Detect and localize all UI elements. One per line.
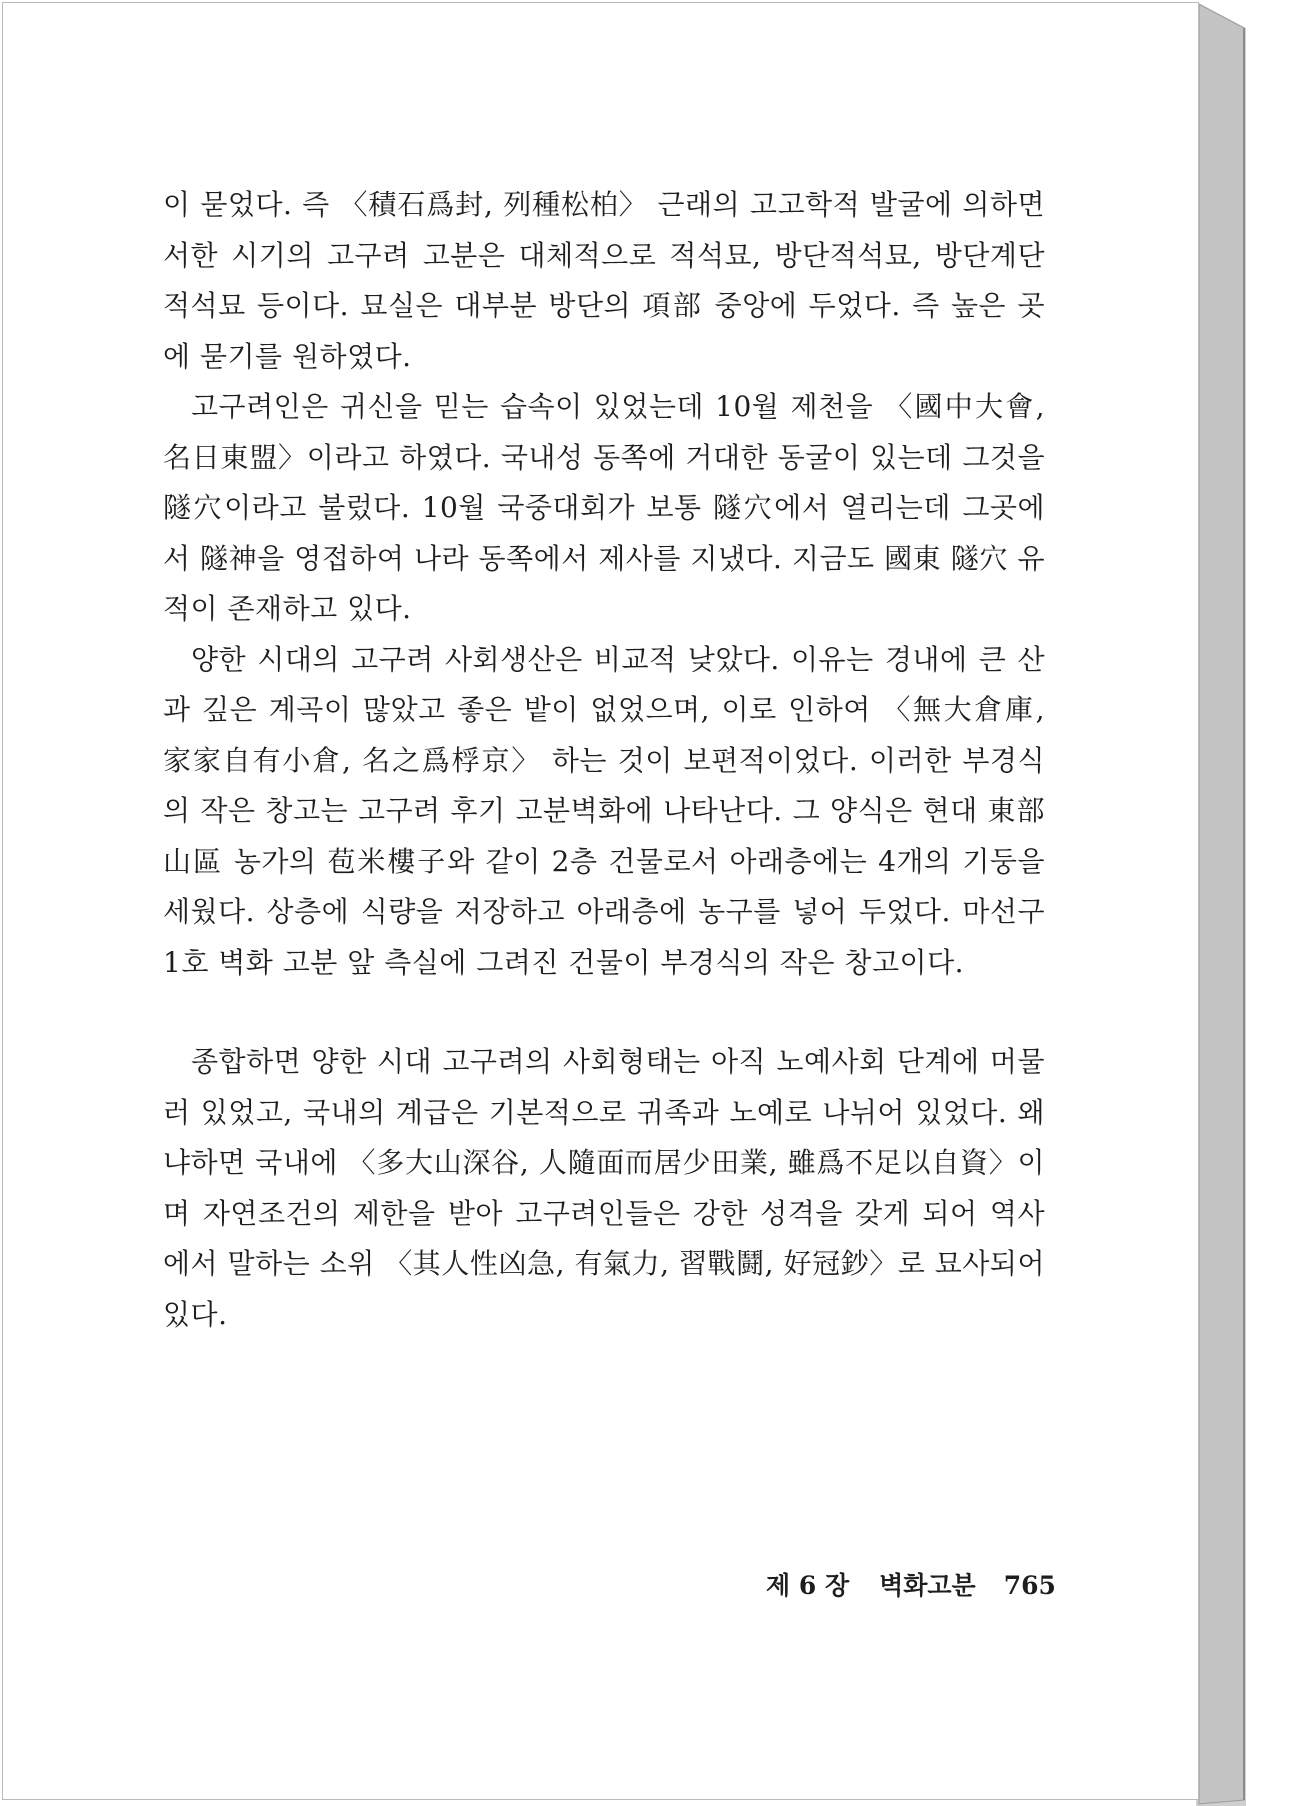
paragraph-production: 양한 시대의 고구려 사회생산은 비교적 낮았다. 이유는 경내에 큰 산과 깊은 계곡이 많았고 좋은 밭이 없었으며, 이로 인하여 〈無大倉庫, 家家自有小倉, 名之爲桴京〉 하는 것이 보편적이었다. 이러한 부경식의 작은 창고는 고구려 후기 고분벽화에 나타난다. 그 양식은 현대 東部山區 농가의 苞米樓子와 같이 2층 건물로서 아래층에는 4개의 기둥을 세웠다. 상층에 식량을 저장하고 아래층에 농구를 넣어 두었다. 마선구 1호 벽화 고분 앞 측실에 그려진 건물이 부경식의 작은 창고이다. [163,642,1045,979]
chapter-label: 제 6 장 [766,1571,850,1600]
paragraph-spacer [163,988,1045,1037]
paragraph-burial: 이 묻었다. 즉 〈積石爲封, 列種松柏〉 근래의 고고학적 발굴에 의하면 서한 시기의 고구려 고분은 대체적으로 적석묘, 방단적석묘, 방단계단 적석묘 등이다. 묘실은 대부분 방단의 項部 중앙에 두었다. 즉 높은 곳에 묻기를 원하였다. [163,188,1045,373]
page-number: 765 [1003,1571,1056,1600]
paragraph-religion: 고구려인은 귀신을 믿는 습속이 있었는데 10월 제천을 〈國中大會, 名日東盟〉이라고 하였다. 국내성 동쪽에 거대한 동굴이 있는데 그것을 隧穴이라고 불렀다. 10월 국중대회가 보통 隧穴에서 열리는데 그곳에서 隧神을 영접하여 나라 동쪽에서 제사를 지냈다. 지금도 國東 隧穴 유적이 존재하고 있다. [163,390,1045,625]
paragraph-summary: 종합하면 양한 시대 고구려의 사회형태는 아직 노예사회 단계에 머물러 있었고, 국내의 계급은 기본적으로 귀족과 노예로 나뉘어 있었다. 왜냐하면 국내에 〈多大山深谷, 人隨面而居少田業, 雖爲不足以自資〉이며 자연조건의 제한을 받아 고구려인들은 강한 성격을 갖게 되어 역사에서 말하는 소위 〈其人性凶急, 有氣力, 習戰鬪, 好冠鈔〉로 묘사되어 있다. [163,1045,1045,1331]
section-title: 벽화고분 [879,1571,976,1600]
page-footer [766,1566,1056,1602]
spine-edge [1199,4,1244,1804]
body-text [163,180,1045,1340]
